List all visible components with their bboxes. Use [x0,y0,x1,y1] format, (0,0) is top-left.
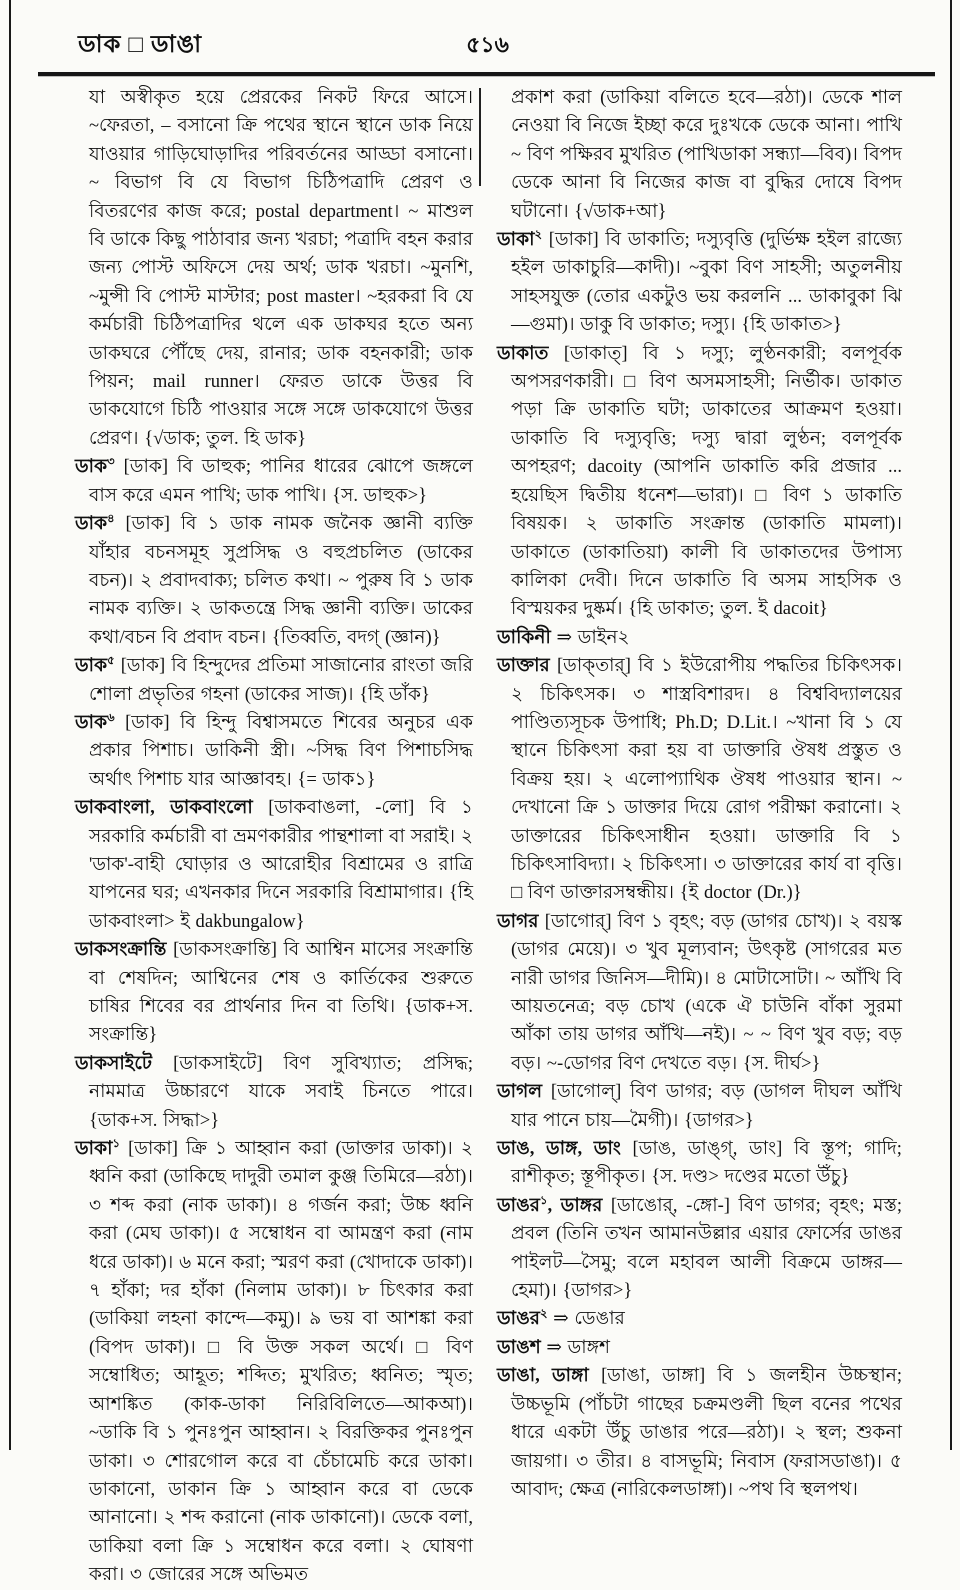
headword: ডাঙ, ডাঙ্গ, ডাং [497,1138,621,1160]
scan-edge-right [950,0,952,1450]
headword-superscript: ৬ [107,711,115,724]
headword: ডাকবাংলা, ডাকবাংলো [75,797,253,819]
headword: ডাকাত [497,342,549,364]
entry-body: [ডাঙ, ডাঙ্গ্, ডাং] বি স্তূপ; গাদি; রাশীকৃত; স্তূপীকৃত। {স. দণ্ড> দণ্ডের মতো উঁচু} [511,1138,902,1188]
entry-body: [ডাকসংক্রান্তি] বি আশ্বিন মাসের সংক্রান্তি বা শেষদিন; আশ্বিনের শেষ ও কার্তিকের শুরুতে চাষির শিবের বর প্রার্থনার দিন বা তিথি। {ডাক+স. সংক্রান্তি} [89,939,473,1046]
entry-body: [ডাকবাঙলা, -লো] বি ১ সরকারি কর্মচারী বা ভ্রমণকারীর পান্থশালা বা সরাই। ২ 'ডাক'-বাহী ঘোড়ার ও আরোহীর বিশ্রামের ও রাত্রি যাপনের ঘর; এখনকার দিনে সরকারি বিশ্রামাগার। {হি ডাকবাংলা> ই dakbungalow} [89,797,474,932]
dictionary-entry [497,226,902,340]
headword: ডাক [75,456,108,478]
headword: ডাকসাইটে [75,1052,153,1074]
dictionary-entry [75,794,473,936]
entry-body: [ডাক্‌তার্] বি ১ ইউরোপীয় পদ্ধতির চিকিৎসক। ২ চিকিৎসক। ৩ শাস্ত্রবিশারদ। ৪ বিশ্ববিদ্যালয়ের পাণ্ডিত্যসূচক উপাধি; Ph.D; D.Lit.। ~খানা বি ১ যে স্থানে চিকিৎসা করা হয় বা ডাক্তারি ঔষধ প্রস্তুত ও বিক্রয় হয়। ২ এলোপ্যাথিক ঔষধ পাওয়ার স্থান। ~ দেখানো ক্রি ১ ডাক্তার দিয়ে রোগ পরীক্ষা করানো। ২ ডাক্তারের চিকিৎসাধীন হওয়া। ডাক্তারি বি ১ চিকিৎসাবিদ্যা। ২ চিকিৎসা। ৩ ডাক্তারের কার্য বা বৃত্তি। □ বিণ ডাক্তারসম্বন্ধীয়। {ই doctor (Dr.)} [511,655,902,904]
entry-body: [ডাক] বি ডাহুক; পানির ধারের ঝোপে জঙ্গলে বাস করে এমন পাখি; ডাক পাখি। {স. ডাহুক>} [89,456,473,506]
headword: ডাঙর [497,1308,540,1330]
dictionary-entry [497,1192,902,1306]
dictionary-entry [497,1305,902,1333]
dictionary-entry [75,652,473,709]
column-left [75,84,474,1586]
headword: ডাঙা, ডাঙ্গা [497,1365,589,1387]
dictionary-entry [75,709,473,794]
entry-body: [ডাঙা, ডাঙ্গা] বি ১ জলহীন উচ্চস্থান; উচ্চভূমি (পাঁচটা গাছের চক্রমণ্ডলী ছিল বনের পথের ধারে একটা উঁচু ডাঙার পরে—রঠা)। ২ স্থল; শুকনা জায়গা। ৩ তীর। ৪ বাসভূমি; নিবাস (ফরাসডাঙা)। ৫ আবাদ; ক্ষেত্র (নারিকেলডাঙ্গা)। ~পথ বি স্থলপথ। [511,1365,902,1500]
page-number: ৫১৬ [466,32,509,57]
entry-body: [ডাকাত্] বি ১ দস্যু; লুণ্ঠনকারী; বলপূর্বক অপসরণকারী। □ বিণ অসমসাহসী; নির্ভীক। ডাকাত পড়া ক্রি ডাকাতি ঘটা; ডাকাতের আক্রমণ হওয়া। ডাকাতি বি দস্যুবৃত্তি; দস্যু দ্বারা লুণ্ঠন; বলপূর্বক অপহরণ; dacoity (আপনি ডাকাতি করি প্রজার ... হয়েছিস দ্বিতীয় ধনেশ—ভারা)। □ বিণ ১ ডাকাতি বিষয়ক। ২ ডাকাতি সংক্রান্ত (ডাকাতি মামলা)। ডাকাতে (ডাকাতিয়া) কালী বি ডাকাতদের উপাস্য কালিকা দেবী। দিনে ডাকাতি বি অসম সাহসিক ও বিস্ময়কর দুষ্কর্ম। {হি ডাকাত; তুল. ই dacoit} [511,342,902,620]
scan-edge-left [9,0,11,1450]
entry-body: ⇒ ডেঙার [553,1308,625,1330]
column-right [497,84,902,1500]
page-header [75,26,900,62]
headword: ডাকিনী [497,626,551,648]
dictionary-entry [75,936,473,1050]
entry-body: [ডাকা] বি ডাকাতি; দস্যুবৃত্তি (দুর্ভিক্ষ হইল রাজ্যে হইল ডাকাচুরি—কাদী)। ~বুকা বিণ সাহসী; অতুলনীয় সাহসযুক্ত (তোর একটুও ভয় করলনি ... ডাকাবুকা ঝি —গুমা)। ডাকু বি ডাকাত; দস্যু। {হি ডাকাত>} [511,229,902,336]
headword-superscript: ৪ [107,512,115,525]
headword: ডাগল [497,1081,543,1103]
headword: ডাকসংক্রান্তি [75,939,167,961]
headword-superscript: ৩ [107,456,115,469]
dictionary-entry [497,908,902,1078]
dictionary-entry [75,1135,473,1590]
dictionary-entry [497,1135,902,1192]
entry-continuation [497,84,902,226]
headword: ডাকা [75,1138,113,1160]
headword: ডাকা [497,229,535,251]
entry-body: [ডাক] বি ১ ডাক নামক জনৈক জ্ঞানী ব্যক্তি যাঁহার বচনসমূহ সুপ্রসিদ্ধ ও বহুপ্রচলিত (ডাকের বচন)। ২ প্রবাদবাক্য; চলিত কথা। ~ পুরুষ বি ১ ডাক নামক ব্যক্তি। ২ ডাকতন্ত্রে সিদ্ধ জ্ঞানী ব্যক্তি। ডাকের কথা/বচন বি প্রবাদ বচন। {তিব্বতি, বদগ্ (জ্ঞান)} [89,513,473,648]
entry-body: [ডাকা] ক্রি ১ আহ্বান করা (ডাক্তার ডাকা)। ২ ধ্বনি করা (ডাকিছে দাদুরী তমাল কুঞ্জ তিমিরে—রঠা)। ৩ শব্দ করা (নাক ডাকা)। ৪ গর্জন করা; উচ্চ ধ্বনি করা (মেঘ ডাকা)। ৫ সম্বোধন বা আমন্ত্রণ করা (নাম ধরে ডাকা)। ৬ মনে করা; স্মরণ করা (খোদাকে ডাকা)। ৭ হাঁকা; দর হাঁকা (নিলাম ডাকা)। ৮ চিৎকার করা (ডাকিয়া লহনা কান্দে—কমু)। ৯ ভয় বা আশঙ্কা করা (বিপদ ডাকা)। □ বি উক্ত সকল অর্থে। □ বিণ সম্বোধিত; আহূত; শব্দিত; মুখরিত; ধ্বনিত; স্মৃত; আশঙ্কিত (কাক-ডাকা নিরিবিলিতে—আকআ)। ~ডাকি বি ১ পুনঃপুন আহ্বান। ২ বিরক্তিকর পুনঃপুন ডাকা। ৩ শোরগোল করে বা চেঁচামেচি করে ডাকা। ডাকানো, ডাকান ক্রি ১ আহ্বান করে বা ডেকে আনানো। ২ শব্দ করানো (নাক ডাকানো)। ডেকে বলা, ডাকিয়া বলা ক্রি ১ সম্বোধন করে বলা। ২ ঘোষণা করা। ৩ জোরের সঙ্গে অভিমত [89,1138,473,1586]
headword: ডাক্তার [497,655,550,677]
dictionary-entry [497,1078,902,1135]
dictionary-entry [75,1050,473,1135]
dictionary-entry [497,1362,902,1504]
entry-body: [ডাক] বি হিন্দুদের প্রতিমা সাজানোর রাংতা জরি শোলা প্রভৃতির গহনা (ডাকের সাজ)। {হি ডাঁক} [89,655,473,705]
entry-body: যা অস্বীকৃত হয়ে প্রেরকের নিকট ফিরে আসে। ~ফেরতা, – বসানো ক্রি পথের স্থানে স্থানে ডাক নিয়ে যাওয়ার গাড়িঘোড়াদির পরিবর্তনের আড্ডা বসানো। ~ বিভাগ বি যে বিভাগ চিঠিপত্রাদি প্রেরণ ও বিতরণের কাজ করে; postal department। ~ মাশুল বি ডাকে কিছু পাঠাবার জন্য খরচা; পত্রাদি বহন করার জন্য পোস্ট অফিসে দেয় অর্থ; ডাক খরচা। ~মুনশি, ~মুন্সী বি পোস্ট মাস্টার; post master। ~হরকরা বি যে কর্মচারী চিঠিপত্রাদির থলে এক ডাকঘর হতে অন্য ডাকঘরে পৌঁছে দেয়, রানার; ডাক বহনকারী; ডাক পিয়ন; mail runner। ফেরত ডাকে উত্তর বি ডাকযোগে চিঠি পাওয়ার সঙ্গে সঙ্গে ডাকযোগে উত্তর প্রেরণ। {√ডাক; তুল. হি ডাক} [89,87,473,449]
entry-body: প্রকাশ করা (ডাকিয়া বলিতে হবে—রঠা)। ডেকে শাল নেওয়া বি নিজে ইচ্ছা করে দুঃখকে ডেকে আনা। পাখি ~ বিণ পক্ষিরব মুখরিত (পাখিডাকা সন্ধ্যা—বিব)। বিপদ ডেকে আনা বি নিজের কাজ বা বুদ্ধির দোষে বিপদ ঘটানো। {√ডাক+আ} [511,87,902,222]
entry-body: [ডাগোল্] বিণ ডাগর; বড় (ডাগল দীঘল আঁখি যার পানে চায়—মৈগী)। {ডাগর>} [511,1081,902,1131]
headword: ডাক [75,711,108,733]
dictionary-entry [497,652,902,908]
entry-body: [ডাকসাইটে] বিণ সুবিখ্যাত; প্রসিদ্ধ; নামমাত্র উচ্চারণে যাকে সবাই চিনতে পারে। {ডাক+স. সিদ্ধা>} [89,1052,474,1131]
entry-body: [ডাঙোর্, -ঙ্গো-] বিণ ডাগর; বৃহৎ; মস্ত; প্রবল (তিনি তখন আমানউল্লার এয়ার ফোর্সের ডাঙর পাইলট—সৈমু; বলে মহাবল আলী বিক্রমে ডাঙ্গর—হেমা)। {ডাগর>} [511,1194,902,1302]
dictionary-text-area [75,84,902,1586]
entry-body: ⇒ ডাঙ্গশ [546,1336,611,1358]
headword: ডাঙর [497,1194,540,1216]
dictionary-entry [497,340,902,624]
headword: , ডাঙ্গর [547,1194,603,1216]
entry-continuation [75,84,473,453]
headword: ডাঙশ [497,1336,541,1358]
header-rule [38,72,935,76]
dictionary-entry [497,624,902,652]
dictionary-entry [497,1334,902,1362]
entry-body: [ডাক] বি হিন্দু বিশ্বাসমতে শিবের অনুচর এক প্রকার পিশাচ। ডাকিনী স্ত্রী। ~সিদ্ধ বিণ পিশাচসিদ্ধ অর্থাৎ পিশাচ যার আজ্ঞাবহ। {= ডাক১} [89,711,473,790]
headword-superscript: ১ [539,1194,548,1207]
guide-words: ডাক □ ডাঙা [78,32,203,58]
headword-superscript: ২ [539,1308,548,1321]
headword-superscript: ১ [112,1137,120,1150]
headword-superscript: ২ [534,228,542,241]
dictionary-entry [75,510,473,652]
headword-superscript: ৫ [107,654,115,667]
dictionary-entry [75,453,473,510]
headword: ডাগর [497,910,539,932]
headword: ডাক [75,655,108,677]
headword: ডাক [75,513,108,535]
entry-body: ⇒ ডাইন২ [556,626,630,648]
entry-body: [ডাগোর্] বিণ ১ বৃহৎ; বড় (ডাগর চোখ)। ২ বয়স্ক (ডাগর মেয়ে)। ৩ খুব মূল্যবান; উৎকৃষ্ট (সাগরের মত নারী ডাগর জিনিস—দীমি)। ৪ মোটাসোটা। ~ আঁখি বি আয়তনেত্র; বড় চোখ (একে ঐ চাউনি বাঁকা সুরমা আঁকা তায় ডাগর আঁখি—নই)। ~ ~ বিণ খুব বড়; বড় বড়। ~-ডোগর বিণ দেখতে বড়। {স. দীর্ঘ>} [511,910,902,1074]
